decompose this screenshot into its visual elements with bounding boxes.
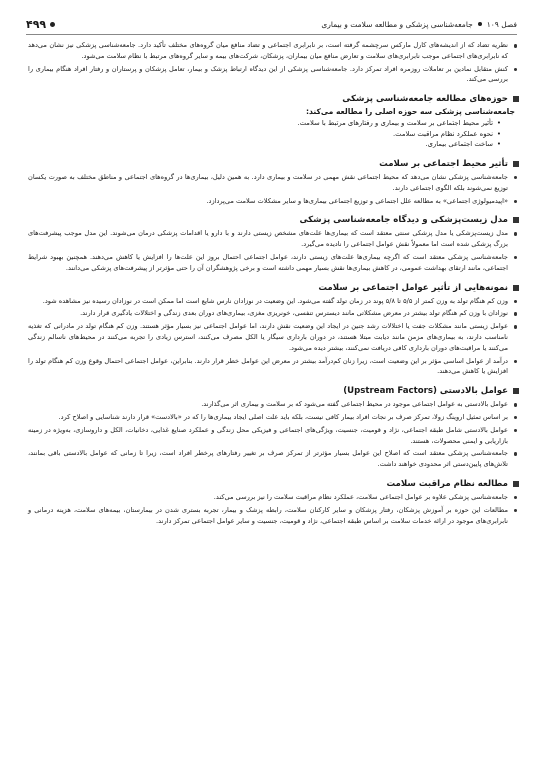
paragraph: «اپیدمیولوژی اجتماعی» به مطالعه علل اجتماعی و توزیع اجتماعی بیماری‌ها و سایر مشکلات سلامت می‌پردازد.: [28, 196, 519, 207]
page-body: [28, 40, 519, 528]
heading-square-icon: [513, 96, 519, 102]
paragraph: جامعه‌شناسی پزشکی نشان می‌دهد که محیط اجتماعی نقش مهمی در سلامت و بیماری دارد. به همین دلیل، بیماری‌ها در گروه‌های اجتماعی و مناطق مختلف به صورت یکسان توزیع نمی‌شوند بلکه الگوی اجتماعی دارند.: [28, 172, 519, 194]
heading-square-icon: [513, 481, 519, 487]
section-heading: تأثیر محیط اجتماعی بر سلامت: [28, 159, 519, 169]
paragraph: وزن کم هنگام تولد به وزن کمتر از ۵/۵ تا ۵/۸ پوند در زمان تولد گفته می‌شود. این وضعیت در نوزادان نارس شایع است اما ممکن است در نوزادان رسیده نیز مشاهده شود.: [28, 296, 519, 307]
heading-square-icon: [513, 388, 519, 394]
chapter-label: فصل ۱۰۹: [486, 19, 517, 29]
section-subheading: جامعه‌شناسی پزشکی سه حوزه اصلی را مطالعه می‌کند:: [305, 107, 515, 117]
list-item: • تأثیر محیط اجتماعی بر سلامت و بیماری و رفتارهای مرتبط با سلامت.: [28, 118, 501, 129]
section-heading: مطالعه نظام مراقبت سلامت: [28, 479, 519, 489]
paragraph: عوامل بالادستی شامل طبقه اجتماعی، نژاد و قومیت، جنسیت، ویژگی‌های اجتماعی و فیزیکی محل زندگی و عملکرد صنایع غذایی، دخانیات، الکل و داروسازی، به‌ویژه در زمینه بازاریابی و ایمنی محصولات، هستند.: [28, 425, 519, 447]
intro-paragraph: کنش متقابل نمادین بر تعاملات روزمره افراد تمرکز دارد. جامعه‌شناسی پزشکی از این دیدگاه ارتباط پزشک و بیمار، تعامل پزشکان و پرستاران و رفتار افراد هنگام بیماری را بررسی می‌کند.: [28, 64, 519, 86]
list-item: • ساخت اجتماعی بیماری.: [28, 139, 501, 150]
paragraph: نوزادان با وزن کم هنگام تولد بیشتر در معرض مشکلاتی مانند دیسترس تنفسی، خونریزی مغزی، بیماری‌های دوران بعدی زندگی و اختلالات یادگیری قرار دارند.: [28, 308, 519, 319]
separator-dot-icon: [478, 22, 482, 26]
running-head: [321, 20, 517, 29]
section-heading: نمونه‌هایی از تأثیر عوامل اجتماعی بر سلامت: [28, 283, 519, 293]
page-number-group: [26, 18, 55, 31]
paragraph: بر اساس تمثیل اروینگ زولا، تمرکز صرف بر نجات افراد بیمار کافی نیست، بلکه باید علت اصلی ایجاد بیماری‌ها را که در «بالادست» قرار دارند شناسایی و اصلاح کرد.: [28, 412, 519, 423]
paragraph: جامعه‌شناسی پزشکی علاوه بر عوامل اجتماعی سلامت، عملکرد نظام مراقبت سلامت را نیز بررسی می‌کند.: [28, 492, 519, 503]
intro-paragraph: نظریه تضاد که از اندیشه‌های کارل مارکس سرچشمه گرفته است، بر نابرابری اجتماعی و تضاد منافع میان گروه‌های مختلف تأکید دارد. جامعه‌شناسی پزشکی نیز نشان می‌دهد که نابرابری‌های اجتماعی موجب نابرابری‌های سلامت و تعارض منافع میان بیماران، پزشکان، شرکت‌های بیمه و سایر گروه‌های مرتبط با نظام سلامت می‌شود.: [28, 40, 519, 62]
section-heading: حوزه‌های مطالعه جامعه‌شناسی پزشکی: [28, 94, 519, 104]
page-number: ۴۹۹: [26, 17, 47, 31]
paragraph: عوامل بالادستی به عوامل اجتماعی موجود در محیط اجتماعی گفته می‌شود که بر سلامت و بیماری اثر می‌گذارند.: [28, 399, 519, 410]
chapter-title: جامعه‌شناسی پزشکی و مطالعه سلامت و بیماری: [321, 19, 473, 29]
paragraph: درآمد از عوامل اساسی مؤثر بر این وضعیت است، زیرا زنان کم‌درآمد بیشتر در معرض این عوامل خطر قرار دارند. بنابراین، عوامل اجتماعی احتمال وقوع وزن کم هنگام تولد را افزایش یا کاهش می‌دهند.: [28, 356, 519, 378]
list-item: • نحوه عملکرد نظام مراقبت سلامت.: [28, 129, 501, 140]
bullet-dot-icon: [50, 22, 55, 27]
paragraph: مطالعات این حوزه بر آموزش پزشکان، رفتار پزشکان و سایر کارکنان سلامت، رابطه پزشک و بیمار، تجربه بستری شدن در بیمارستان، بیمه‌های سلامت، هزینه درمانی و نابرابری‌های موجود در ارائه خدمات سلامت بر اساس طبقه اجتماعی، نژاد و قومیت، جنسیت و سایر عوامل اجتماعی تمرکز دارند.: [28, 505, 519, 527]
paragraph: عوامل زیستی مانند مشکلات جفت یا اختلالات رشد جنین در ایجاد این وضعیت نقش دارند، اما عوامل اجتماعی نیز بسیار مؤثر هستند. وزن کم هنگام تولد در مادرانی که تغذیه نامناسب دارند، به بیماری‌های مزمن مانند دیابت مبتلا هستند، در دوران بارداری سیگار یا الکل مصرف می‌کنند، استرس زیادی را تجربه می‌کنند در محیط‌های ناسالم زندگی می‌کنند یا مراقبت‌های دوران بارداری کافی دریافت نمی‌کنند، بیشتر دیده می‌شود.: [28, 321, 519, 353]
paragraph: مدل زیست‌پزشکی یا مدل پزشکی سنتی معتقد است که بیماری‌ها علت‌های مشخص زیستی دارند و با دارو یا اقدامات پزشکی درمان می‌شوند. این مدل موجب پیشرفت‌های بزرگ پزشکی شده است اما معمولاً نقش عوامل اجتماعی را نادیده می‌گیرد.: [28, 228, 519, 250]
paragraph: جامعه‌شناسی پزشکی معتقد است که اصلاح این عوامل بسیار مؤثرتر از تمرکز صرف بر تغییر رفتارهای پرخطر افراد است، زیرا تا زمانی که عوامل بالادستی باقی بمانند، تلاش‌های پایین‌دستی اثر محدودی خواهند داشت.: [28, 448, 519, 470]
section-heading: مدل زیست‌پزشکی و دیدگاه جامعه‌شناسی پزشکی: [28, 215, 519, 225]
page-header: [26, 14, 517, 35]
paragraph: جامعه‌شناسی پزشکی معتقد است که اگرچه بیماری‌ها علت‌های زیستی دارند، عوامل اجتماعی احتمال بروز این علت‌ها را افزایش یا کاهش می‌دهند. همچنین بهبود شرایط اجتماعی، مانند ارتقای بهداشت عمومی، در کاهش بیماری‌ها نقش بسیار مهمی داشته است و برخی پژوهشگران آن را حتی مؤثرتر از پیشرفت‌های پزشکی می‌دانند.: [28, 252, 519, 274]
heading-square-icon: [513, 161, 519, 167]
heading-square-icon: [513, 285, 519, 291]
section-heading: عوامل بالادستی (Upstream Factors): [28, 386, 519, 396]
heading-square-icon: [513, 217, 519, 223]
